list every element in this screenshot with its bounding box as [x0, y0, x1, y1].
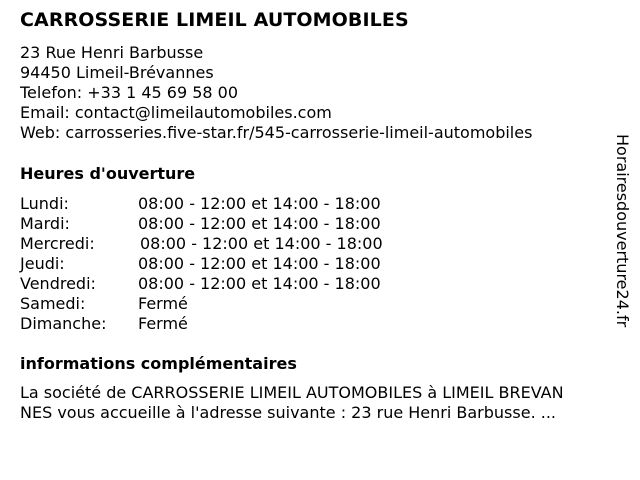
street-address: 23 Rue Henri Barbusse: [20, 43, 204, 62]
day-label: Vendredi:: [20, 274, 96, 293]
business-title: CARROSSERIE LIMEIL AUTOMOBILES: [20, 9, 409, 31]
day-hours: Fermé: [138, 314, 188, 333]
day-label: Jeudi:: [20, 254, 65, 273]
day-label: Dimanche:: [20, 314, 107, 333]
day-label: Mercredi:: [20, 234, 95, 253]
day-hours: 08:00 - 12:00 et 14:00 - 18:00: [138, 214, 381, 233]
day-hours: 08:00 - 12:00 et 14:00 - 18:00: [138, 274, 381, 293]
day-label: Lundi:: [20, 194, 69, 213]
city-address: 94450 Limeil-Brévannes: [20, 63, 214, 82]
website-url: Web: carrosseries.five-star.fr/545-carrosserie-limeil-automobiles: [20, 123, 533, 142]
additional-info-heading: informations complémentaires: [20, 354, 297, 373]
opening-hours-heading: Heures d'ouverture: [20, 164, 196, 183]
site-watermark: Horairesdouverture24.fr: [613, 134, 632, 328]
email-address: Email: contact@limeilautomobiles.com: [20, 103, 332, 122]
info-line: NES vous accueille à l'adresse suivante : 23 rue Henri Barbusse. ...: [20, 403, 556, 422]
day-hours: 08:00 - 12:00 et 14:00 - 18:00: [138, 254, 381, 273]
day-label: Samedi:: [20, 294, 86, 313]
day-hours: 08:00 - 12:00 et 14:00 - 18:00: [140, 234, 383, 253]
day-hours: Fermé: [138, 294, 188, 313]
phone-number: Telefon: +33 1 45 69 58 00: [20, 83, 239, 102]
info-line: La société de CARROSSERIE LIMEIL AUTOMOBILES à LIMEIL BREVAN: [20, 383, 564, 402]
contact-block: [20, 43, 532, 143]
day-label: Mardi:: [20, 214, 70, 233]
day-hours: 08:00 - 12:00 et 14:00 - 18:00: [138, 194, 381, 213]
additional-info-text: [20, 383, 630, 423]
